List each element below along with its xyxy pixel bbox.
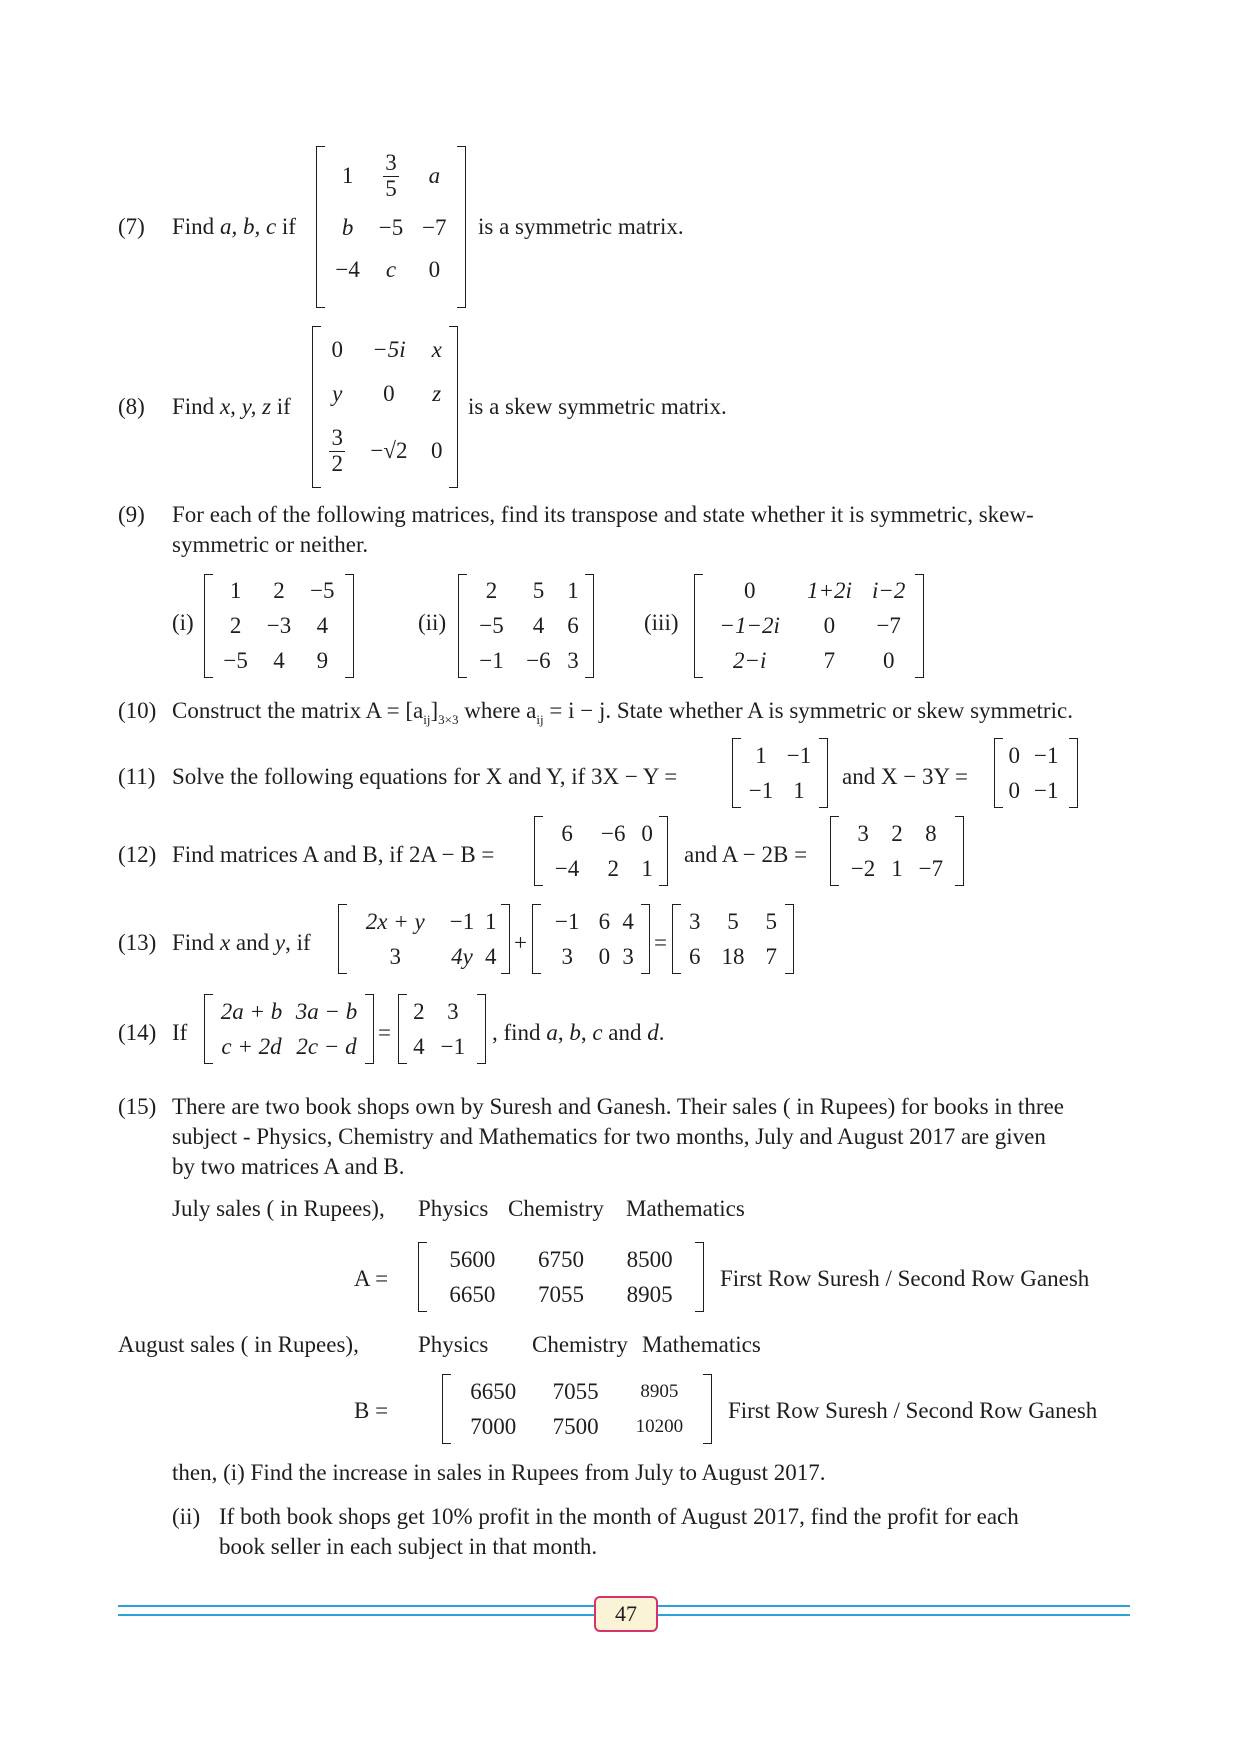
q14-m2-cell: 3	[447, 998, 459, 1024]
q13-matrix-2	[532, 904, 650, 974]
q15-a-rows-note: First Row Suresh / Second Row Ganesh	[720, 1266, 1090, 1291]
q13-m3-cell: 18	[721, 943, 745, 969]
q15-august-label: August sales ( in Rupees),	[118, 1332, 359, 1357]
q14-matrix-1	[204, 994, 374, 1064]
q9-ii-cell: −1	[479, 647, 504, 673]
q12-m2-cell: 2	[891, 820, 903, 846]
q11-matrix-2	[994, 738, 1078, 808]
q15-a-cell: 8905	[626, 1281, 673, 1307]
q13-m2-cell: 3	[561, 943, 574, 969]
q9-ii-cell: 3	[567, 647, 579, 673]
q15-number: (15)	[118, 1094, 157, 1119]
q7-prompt: Find a, b, c if	[172, 214, 296, 239]
q8-matrix	[312, 326, 458, 488]
q14-equals: =	[378, 1020, 391, 1045]
q13-matrix-3	[672, 904, 794, 974]
q12-m1-cell: −4	[554, 855, 580, 881]
q8-prompt: Find x, y, z if	[172, 394, 291, 419]
q12-matrix-1	[534, 816, 668, 886]
q10-text: Construct the matrix $A = [a_{ij}]_{3\times 3}$ where $a_{ij} = i - j$. State whether A is symmetric or skew symmetric.	[172, 698, 1073, 727]
q8-m22: 0	[383, 381, 395, 406]
q8-m23: z	[432, 381, 442, 406]
q13-m2-cell: 6	[598, 908, 611, 934]
q13-equals: =	[654, 930, 667, 955]
q13-number: (13)	[118, 930, 157, 955]
q12-m1-cell: 0	[641, 820, 653, 846]
q13-m1-cell: −1	[449, 908, 475, 934]
q15-b-cell: 8905	[640, 1380, 679, 1402]
q9-iii-cell: −7	[876, 612, 901, 638]
q9-i-cell: −3	[266, 612, 292, 638]
q15-b-cell: 7000	[470, 1413, 517, 1439]
q15-b-rows-note: First Row Suresh / Second Row Ganesh	[728, 1398, 1098, 1423]
q9-i-cell: 2	[229, 612, 242, 638]
q12-m2-cell: 1	[891, 855, 903, 881]
q9-i-cell: 4	[316, 612, 329, 638]
q15-b-cell: 6650	[470, 1378, 517, 1404]
q9-i-cell: −5	[223, 647, 248, 673]
q11-m2-cell: −1	[1033, 742, 1059, 768]
q15-part-i: then, (i) Find the increase in sales in Rupees from July to August 2017.	[172, 1460, 826, 1485]
q11-text: Solve the following equations for X and Y, if 3X − Y =	[172, 764, 678, 789]
q7-m22: −5	[378, 215, 404, 240]
q9-ii-cell: 4	[532, 612, 545, 638]
q13-m3-cell: 3	[689, 908, 701, 934]
q13-m3-cell: 5	[727, 908, 739, 934]
q12-mid-text: and A − 2B =	[684, 842, 808, 867]
q9-iii-cell: 1+2i	[806, 578, 852, 604]
q13-m2-cell: −1	[555, 908, 580, 934]
q15-aug-physics: Physics	[418, 1332, 489, 1357]
q13-m1-cell: 4	[485, 943, 497, 969]
q8-m21: y	[332, 381, 343, 406]
q9-iii-cell: −1−2i	[719, 612, 780, 638]
q15-aug-mathematics: Mathematics	[642, 1332, 761, 1357]
q13-m3-cell: 7	[765, 943, 777, 969]
q9-iii-cell: 7	[823, 647, 836, 673]
q12-matrix-2	[830, 816, 964, 886]
q13-m1-cell: 1	[485, 908, 497, 934]
q15-para-line1: There are two book shops own by Suresh and Ganesh. Their sales ( in Rupees) for books in three	[172, 1094, 1064, 1119]
q15-a-cell: 8500	[626, 1246, 673, 1272]
q13-m2-cell: 4	[622, 908, 634, 934]
q14-m1-cell: 3a − b	[295, 998, 358, 1024]
q14-m1-cell: c + 2d	[221, 1033, 282, 1059]
q13-m1-cell: 3	[389, 943, 401, 969]
q15-july-mathematics: Mathematics	[626, 1196, 745, 1221]
q11-m2-cell: 0	[1008, 742, 1020, 768]
q9-label-ii: (ii)	[418, 610, 447, 635]
q9-text-line2: symmetric or neither.	[172, 532, 369, 557]
q9-matrix-i	[204, 574, 354, 678]
q9-ii-cell: 6	[567, 612, 579, 638]
q9-i-cell: 1	[229, 578, 242, 604]
q7-m21: b	[341, 215, 354, 240]
q12-m2-cell: −7	[918, 855, 944, 881]
q15-part-ii-line1: If both book shops get 10% profit in the month of August 2017, find the profit for each	[219, 1504, 1019, 1529]
q13-m1-cell: 4y	[451, 943, 473, 969]
q12-m1-cell: 6	[561, 820, 573, 846]
q12-m2-cell: 3	[857, 820, 869, 846]
q9-iii-cell: 2−i	[733, 647, 767, 673]
q11-m1-cell: −1	[786, 742, 812, 768]
q14-m1-cell: 2a + b	[220, 998, 283, 1024]
q12-m2-cell: 8	[925, 820, 937, 846]
q10-number: (10)	[118, 698, 157, 723]
q13-matrix-1	[338, 904, 510, 974]
q14-number: (14)	[118, 1020, 157, 1045]
q13-m3-cell: 5	[765, 908, 777, 934]
q9-i-cell: −5	[310, 578, 335, 604]
q7-m11: 1	[341, 163, 354, 188]
q12-text: Find matrices A and B, if 2A − B =	[172, 842, 495, 867]
q9-text-line1: For each of the following matrices, find its transpose and state whether it is symmetric, skew-	[172, 502, 1034, 527]
q14-matrix-2	[398, 994, 486, 1064]
q15-para-line2: subject - Physics, Chemistry and Mathematics for two months, July and August 2017 are given	[172, 1124, 1046, 1149]
q14-m1-cell: 2c − d	[296, 1033, 357, 1059]
q13-m2-cell: 0	[598, 943, 611, 969]
q9-i-cell: 4	[273, 647, 285, 673]
q11-mid-text: and X − 3Y =	[842, 764, 969, 789]
q7-matrix	[316, 146, 466, 308]
q15-b-cell: 7500	[552, 1413, 599, 1439]
q7-m13: a	[428, 163, 441, 188]
q15-b-cell: 7055	[552, 1378, 599, 1404]
q7-m32: c	[385, 257, 397, 282]
q13-plus: +	[514, 930, 527, 955]
q14-suffix: , find a, b, c and d.	[492, 1020, 665, 1045]
q13-m1-cell: 2x + y	[365, 908, 425, 934]
q9-ii-cell: 2	[485, 578, 498, 604]
q8-number: (8)	[118, 394, 145, 419]
q8-m12: −5i	[372, 337, 406, 362]
q15-a-label: A =	[354, 1266, 389, 1291]
q9-iii-cell: 0	[743, 578, 756, 604]
q8-m31: $\frac{3}{2}$	[331, 425, 343, 476]
q12-m1-cell: 2	[607, 855, 619, 881]
q8-m13: x	[431, 337, 442, 362]
q8-suffix: is a skew symmetric matrix.	[468, 394, 727, 419]
q9-matrix-ii	[458, 574, 594, 678]
q12-m2-cell: −2	[850, 855, 876, 881]
q13-m3-cell: 6	[689, 943, 701, 969]
q9-i-cell: 9	[316, 647, 329, 673]
q15-b-label: B =	[354, 1398, 389, 1423]
q8-m32: −√2	[370, 438, 408, 463]
q11-matrix-1	[732, 738, 828, 808]
q9-label-i: (i)	[172, 610, 194, 635]
q7-m23: −7	[422, 215, 447, 240]
q8-m11: 0	[331, 337, 343, 362]
q9-i-cell: 2	[273, 578, 285, 604]
q9-number: (9)	[118, 502, 145, 527]
q11-number: (11)	[118, 764, 156, 789]
q7-m33: 0	[428, 257, 441, 282]
q7-m31: −4	[335, 257, 360, 282]
q9-ii-cell: −6	[526, 647, 551, 673]
q14-m2-cell: −1	[440, 1033, 466, 1059]
q9-iii-cell: 0	[823, 612, 836, 638]
q15-july-chemistry: Chemistry	[508, 1196, 604, 1221]
q8-m33: 0	[430, 438, 443, 463]
q15-a-cell: 6750	[537, 1246, 584, 1272]
q15-aug-chemistry: Chemistry	[532, 1332, 628, 1357]
q15-matrix-a	[418, 1242, 704, 1312]
q15-matrix-b	[442, 1374, 712, 1444]
q15-july-label: July sales ( in Rupees),	[172, 1196, 385, 1221]
q11-m1-cell: −1	[748, 777, 774, 803]
q14-if: If	[172, 1020, 188, 1045]
q12-m1-cell: 1	[641, 855, 653, 881]
q14-m2-cell: 2	[413, 998, 425, 1024]
page-number: 47	[594, 1596, 658, 1632]
q11-m1-cell: 1	[755, 742, 767, 768]
q7-m12: $\frac{3}{5}$	[385, 150, 397, 201]
q7-number: (7)	[118, 214, 145, 239]
q11-m2-cell: 0	[1008, 777, 1020, 803]
q15-para-line3: by two matrices A and B.	[172, 1154, 405, 1179]
q9-label-iii: (iii)	[644, 610, 679, 635]
q9-iii-cell: i−2	[871, 578, 906, 604]
q15-part-ii-line2: book seller in each subject in that month.	[219, 1534, 598, 1559]
q9-iii-cell: 0	[882, 647, 895, 673]
q15-july-physics: Physics	[418, 1196, 489, 1221]
q9-ii-cell: 5	[532, 578, 545, 604]
q15-a-cell: 5600	[449, 1246, 496, 1272]
q15-a-cell: 7055	[537, 1281, 584, 1307]
q12-m1-cell: −6	[600, 820, 626, 846]
q15-part-ii-number: (ii)	[172, 1504, 201, 1529]
q13-prompt: Find x and y, if	[172, 930, 311, 955]
q14-m2-cell: 4	[413, 1033, 425, 1059]
q11-m2-cell: −1	[1033, 777, 1059, 803]
q15-b-cell: 10200	[635, 1415, 684, 1437]
q15-a-cell: 6650	[449, 1281, 496, 1307]
q7-suffix: is a symmetric matrix.	[478, 214, 684, 239]
q9-ii-cell: −5	[479, 612, 504, 638]
q11-m1-cell: 1	[793, 777, 805, 803]
q9-matrix-iii	[694, 574, 924, 678]
q9-ii-cell: 1	[567, 578, 579, 604]
q13-m2-cell: 3	[622, 943, 634, 969]
q12-number: (12)	[118, 842, 157, 867]
